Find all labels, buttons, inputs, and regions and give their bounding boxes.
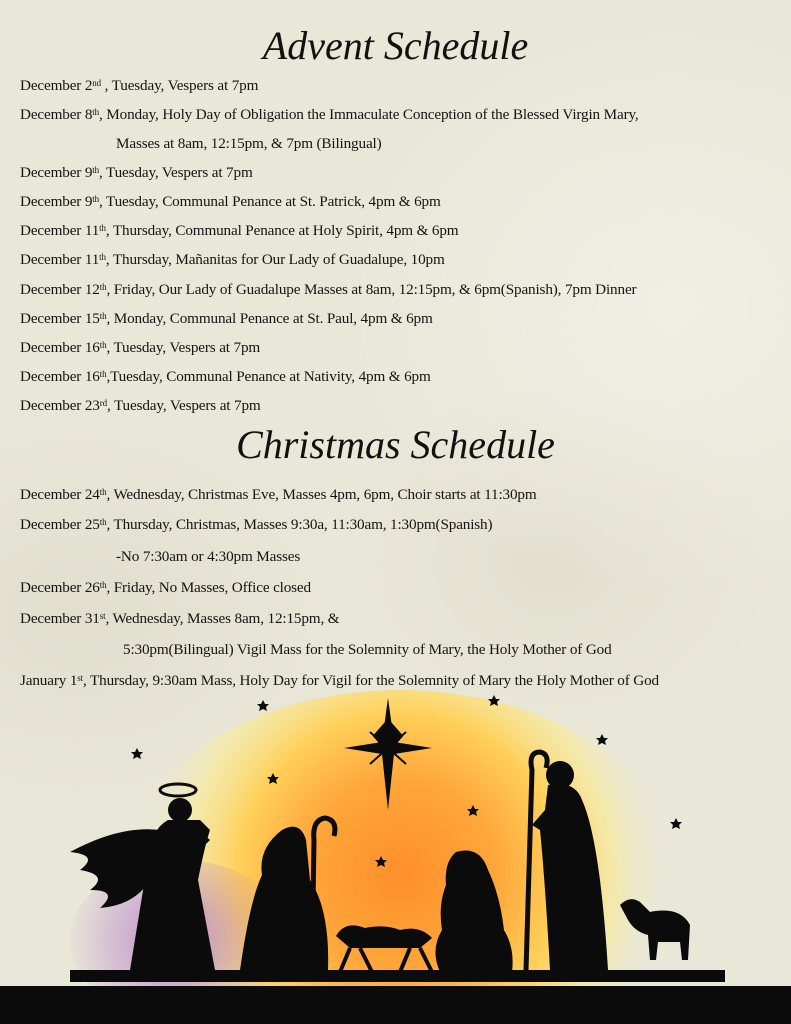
- christmas-item: December 24th, Wednesday, Christmas Eve, Masses 4pm, 6pm, Choir starts at 11:30pm: [20, 486, 537, 503]
- advent-item: December 2nd , Tuesday, Vespers at 7pm: [20, 77, 259, 94]
- advent-item: December 11th, Thursday, Mañanitas for Our Lady of Guadalupe, 10pm: [20, 251, 445, 268]
- advent-item: December 11th, Thursday, Communal Penance at Holy Spirit, 4pm & 6pm: [20, 222, 459, 239]
- christmas-item-continuation: 5:30pm(Bilingual) Vigil Mass for the Solemnity of Mary, the Holy Mother of God: [123, 641, 612, 658]
- christmas-item: January 1st, Thursday, 9:30am Mass, Holy Day for Vigil for the Solemnity of Mary the Holy Mother of God: [20, 672, 659, 689]
- christmas-item: December 31st, Wednesday, Masses 8am, 12:15pm, &: [20, 610, 340, 627]
- christmas-item-continuation: -No 7:30am or 4:30pm Masses: [116, 548, 301, 565]
- christmas-item: December 26th, Friday, No Masses, Office closed: [20, 579, 311, 596]
- ground-base: [70, 970, 725, 982]
- nativity-scene: [0, 680, 791, 1024]
- advent-item: December 16th, Tuesday, Vespers at 7pm: [20, 339, 261, 356]
- christmas-heading: Christmas Schedule: [236, 422, 555, 467]
- advent-item: December 23rd, Tuesday, Vespers at 7pm: [20, 397, 261, 414]
- advent-item: December 9th, Tuesday, Vespers at 7pm: [20, 164, 253, 181]
- christmas-item: December 25th, Thursday, Christmas, Masses 9:30a, 11:30am, 1:30pm(Spanish): [20, 516, 493, 533]
- advent-item: December 15th, Monday, Communal Penance at St. Paul, 4pm & 6pm: [20, 310, 433, 327]
- advent-heading: Advent Schedule: [262, 23, 529, 68]
- advent-item: December 12th, Friday, Our Lady of Guadalupe Masses at 8am, 12:15pm, & 6pm(Spanish), 7pm Dinner: [20, 281, 637, 298]
- advent-item: December 8th, Monday, Holy Day of Obligation the Immaculate Conception of the Blessed Virgin Mary,: [20, 106, 639, 123]
- advent-item: December 16th,Tuesday, Communal Penance at Nativity, 4pm & 6pm: [20, 368, 431, 385]
- bottom-band: [0, 986, 791, 1024]
- advent-item: December 9th, Tuesday, Communal Penance at St. Patrick, 4pm & 6pm: [20, 193, 441, 210]
- advent-item-continuation: Masses at 8am, 12:15pm, & 7pm (Bilingual): [116, 135, 382, 152]
